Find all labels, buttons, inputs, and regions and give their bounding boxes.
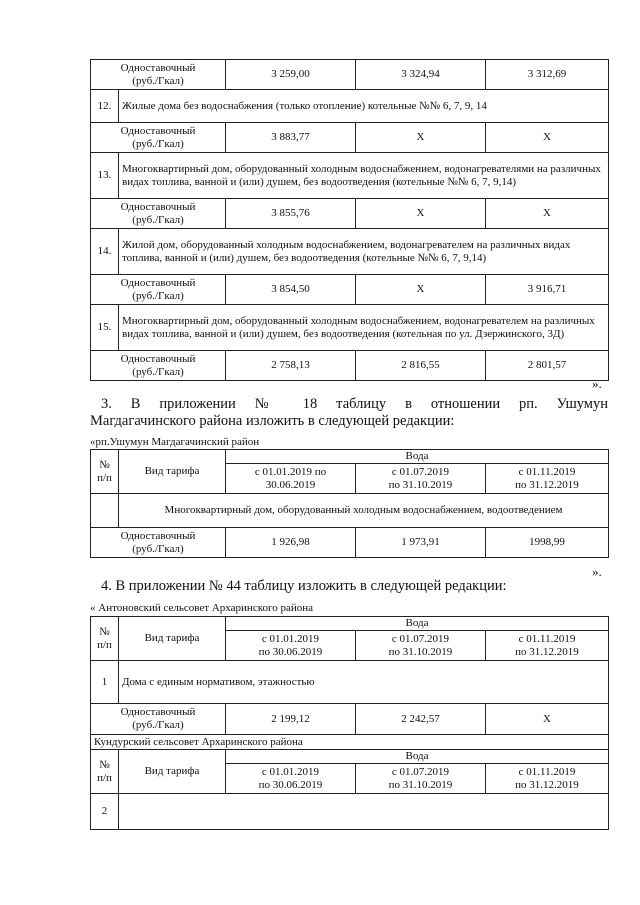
tariff-row: [91, 60, 609, 90]
header-tariff-type: Вид тарифа: [119, 617, 226, 661]
section-description: Многоквартирный дом, оборудованный холодным водоснабжением, водонагревателями на различных видах топлива, ванной и (или) душем, без водоотведения (котельные №№ 6, 7, 9,14): [119, 153, 609, 199]
header-water: Вода: [226, 450, 609, 464]
section-row: [91, 305, 609, 351]
tariff-value-2: 3 324,94: [356, 60, 486, 90]
paragraph-4: 4. В приложении № 44 таблицу изложить в следующей редакции:: [101, 578, 507, 594]
tariff-label: Одноставочный (руб./Гкал): [91, 199, 226, 229]
tariff-value-1: 3 259,00: [226, 60, 356, 90]
section-num-cell: [91, 494, 119, 528]
header-period-2: с 01.07.2019 по 31.10.2019: [356, 631, 486, 661]
section-num: 14.: [91, 229, 119, 275]
header-period-2: с 01.07.2019 по 31.10.2019: [356, 464, 486, 494]
paragraph-3-line-2: Магдагачинского района изложить в следующей редакции:: [90, 413, 455, 429]
section-row: [91, 153, 609, 199]
tariff-value-3: 2 801,57: [486, 351, 609, 381]
tariff-row: [91, 199, 609, 229]
header-num: № п/п: [91, 617, 119, 661]
subsection-caption: Кундурский сельсовет Архаринского района: [91, 735, 609, 750]
tariff-value-2: X: [356, 199, 486, 229]
header-num: № п/п: [91, 450, 119, 494]
header2-tariff-type: Вид тарифа: [119, 750, 226, 794]
header2-period-1: с 01.01.2019 по 30.06.2019: [226, 764, 356, 794]
header-tariff-type: Вид тарифа: [119, 450, 226, 494]
section-description: Многоквартирный дом, оборудованный холодным водоснабжением, водоотведением: [119, 494, 609, 528]
header2-water: Вода: [226, 750, 609, 764]
section-num: 13.: [91, 153, 119, 199]
tariff-label: Одноставочный (руб./Гкал): [91, 704, 226, 735]
header2-period-3: с 01.11.2019 по 31.12.2019: [486, 764, 609, 794]
tariff-label: Одноставочный (руб./Гкал): [91, 351, 226, 381]
tariff-row: [91, 123, 609, 153]
closing-quote-2: ».: [592, 564, 602, 579]
tariff-value-3: X: [486, 704, 609, 735]
tariff-value-1: 2 758,13: [226, 351, 356, 381]
header-period-1: с 01.01.2019 по 30.06.2019: [226, 631, 356, 661]
header-period-3: с 01.11.2019 по 31.12.2019: [486, 464, 609, 494]
tariff-table-ushumun: [90, 449, 609, 558]
section-description: Жилой дом, оборудованный холодным водоснабжением, водонагревателем на различных видах топлива, ванной и (или) душем, без водоотведения (котельные №№ 6, 7, 9,14): [119, 229, 609, 275]
tariff-value-1: 3 854,50: [226, 275, 356, 305]
header2-num: № п/п: [91, 750, 119, 794]
tariff-value-2: X: [356, 275, 486, 305]
tariff-value-1: 1 926,98: [226, 528, 356, 558]
tariff-label: Одноставочный (руб./Гкал): [91, 123, 226, 153]
tariff-value-2: 2 242,57: [356, 704, 486, 735]
section2-num: 2: [91, 794, 119, 830]
tariff-value-2: 2 816,55: [356, 351, 486, 381]
tariff-row: [91, 351, 609, 381]
table-caption-antonovsky: « Антоновский сельсовет Архаринского района: [90, 602, 314, 614]
tariff-label: Одноставочный (руб./Гкал): [91, 60, 226, 90]
section-num: 1: [91, 661, 119, 704]
tariff-value-2: X: [356, 123, 486, 153]
tariff-value-1: 2 199,12: [226, 704, 356, 735]
tariff-value-2: 1 973,91: [356, 528, 486, 558]
tariff-row: [91, 275, 609, 305]
section-description: Дома с единым нормативом, этажностью: [119, 661, 609, 704]
tariff-table-arkhara: [90, 616, 609, 830]
section-description: Жилые дома без водоснабжения (только отопление) котельные №№ 6, 7, 9, 14: [119, 90, 609, 123]
tariff-value-3: 1998,99: [486, 528, 609, 558]
tariff-value-3: 3 312,69: [486, 60, 609, 90]
tariff-value-1: 3 855,76: [226, 199, 356, 229]
tariff-label: Одноставочный (руб./Гкал): [91, 528, 226, 558]
header-period-1: с 01.01.2019 по 30.06.2019: [226, 464, 356, 494]
closing-quote: ».: [592, 376, 602, 391]
section-row: [91, 90, 609, 123]
tariff-value-3: X: [486, 199, 609, 229]
header-water: Вода: [226, 617, 609, 631]
header-period-3: с 01.11.2019 по 31.12.2019: [486, 631, 609, 661]
tariff-label: Одноставочный (руб./Гкал): [91, 275, 226, 305]
section-num: 15.: [91, 305, 119, 351]
tariff-value-3: X: [486, 123, 609, 153]
tariff-value-3: 3 916,71: [486, 275, 609, 305]
tariff-value-1: 3 883,77: [226, 123, 356, 153]
paragraph-3-line-1: 3. В приложении № 18 таблицу в отношении рп. Ушумун: [101, 396, 608, 412]
section2-description: [119, 794, 609, 830]
section-row: [91, 229, 609, 275]
section-num: 12.: [91, 90, 119, 123]
tariff-table-continued: [90, 59, 609, 381]
section-description: Многоквартирный дом, оборудованный холодным водоснабжением, водонагревателем на различных видах топлива, ванной и (или) душем, без водоотведения (котельная по ул. Дзержинского, 3Д): [119, 305, 609, 351]
table-caption: «рп.Ушумун Магдагачинский район: [90, 436, 260, 448]
header2-period-2: с 01.07.2019 по 31.10.2019: [356, 764, 486, 794]
